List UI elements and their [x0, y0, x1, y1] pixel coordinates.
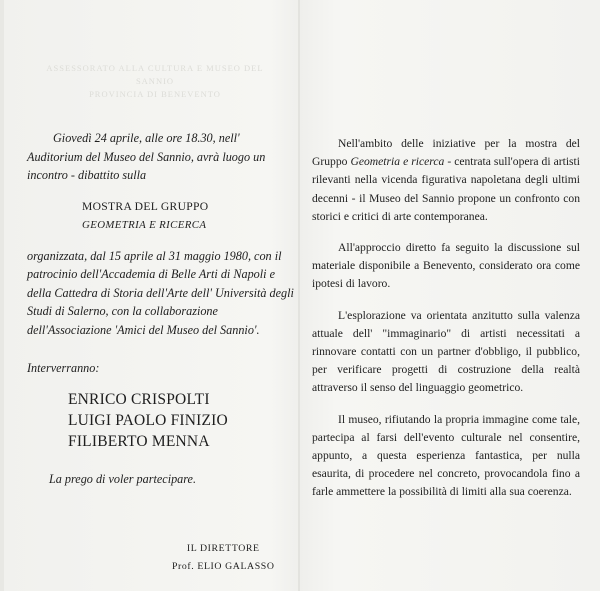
speaker-name: LUIGI PAOLO FINIZIO: [68, 411, 228, 429]
paragraph-1: [312, 135, 580, 226]
paragraph-3: L'esplorazione va orientata anzitutto sulla valenza attuale dell' "immaginario" di artisti necessitati a rinnovare contatti con un partner d'obbligo, il pubblico, per verificare progetti di costruzione della realtà attraverso il senso del linguaggio geometrico.: [312, 308, 580, 395]
paragraph-1-end: - centrata sull'opera di artisti rilevanti nella vicenda figurativa napoletana degli ultimi decenni - il Museo del Sannio propone un confronto con storici e critici di arte contemporanea.: [312, 155, 580, 223]
emboss-line-2: PROVINCIA DI BENEVENTO: [89, 89, 221, 99]
paragraph-2: All'approccio diretto fa seguito la discussione sul materiale disponibile a Benevento, considerato ora come ipotesi di lavoro.: [312, 241, 580, 291]
speakers-list: [68, 389, 297, 452]
exhibition-title: [82, 198, 297, 234]
organization-text: organizzata, dal 15 aprile al 31 maggio 1980, con il patrocinio dell'Accademia di Belle Arti di Napoli e della Cattedra di Storia dell'Arte dell' Università degli Studi di Salerno, con la collaborazione dell'Associazione 'Amici del Museo del Sannio'.: [27, 248, 294, 337]
closing-request: La prego di voler partecipare.: [49, 471, 197, 486]
center-fold: [298, 0, 300, 591]
group-name: Geometria e ricerca: [350, 155, 445, 169]
speaker-name: FILIBERTO MENNA: [68, 432, 210, 450]
paper-edge: [0, 0, 4, 591]
director-title: IL DIRETTORE: [186, 543, 260, 554]
director-signature-block: [172, 540, 275, 576]
exhibition-title-line-2: GEOMETRIA E RICERCA: [82, 218, 207, 231]
left-panel: [27, 129, 297, 488]
right-panel: [312, 135, 580, 515]
director-name: Prof. ELIO GALASSO: [172, 561, 275, 572]
invitation-intro: Giovedì 24 aprile, alle ore 18.30, nell' Auditorium del Museo del Sannio, avrà luogo un incontro - dibattito sulla: [27, 131, 266, 182]
speakers-heading: Interverranno:: [27, 361, 100, 375]
speaker-name: ENRICO CRISPOLTI: [68, 390, 210, 408]
paragraph-4: Il museo, rifiutando la propria immagine come tale, partecipa al farsi dell'evento culturale nel consentire, appunto, a questa esperienza fantastica, per nulla esaurita, di procedere nel concreto, provocandola fino a farle ammettere la possibilità di limiti alla sua coerenza.: [312, 412, 580, 499]
embossed-letterhead: [40, 62, 270, 101]
exhibition-title-line-1: MOSTRA DEL GRUPPO: [82, 199, 209, 213]
emboss-line-1: ASSESSORATO ALLA CULTURA E MUSEO DEL SANNIO: [46, 63, 264, 86]
paragraph-1-start: Nell'ambito delle iniziative per la mostra del Gruppo: [312, 137, 580, 169]
